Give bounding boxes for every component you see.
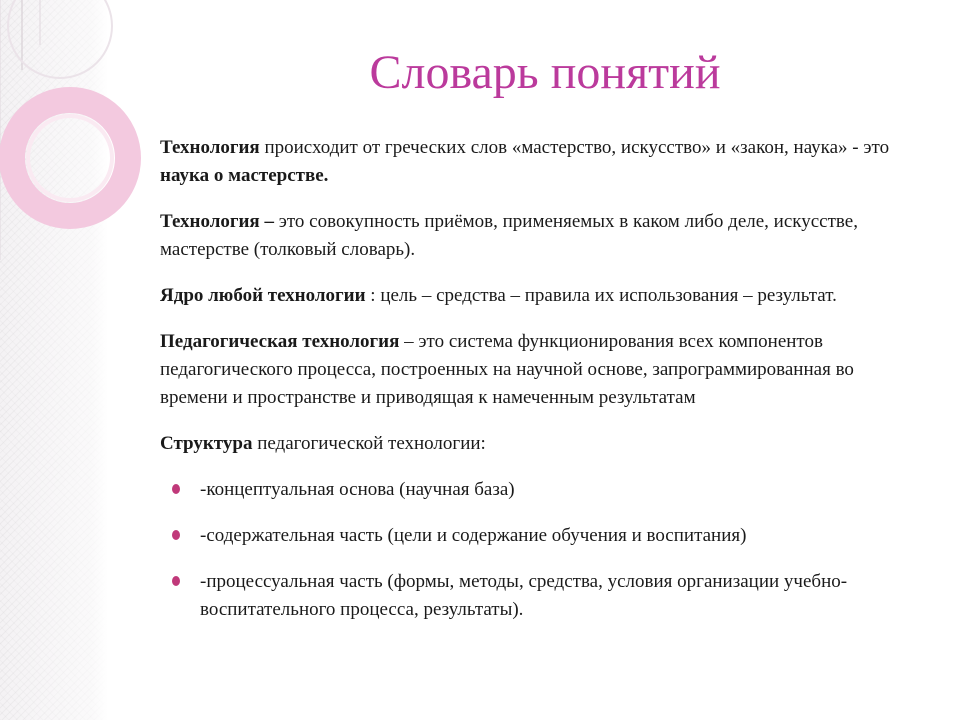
structure-list	[160, 476, 920, 624]
paragraph-text: педагогической технологии:	[252, 433, 486, 454]
term-technology-core: Ядро любой технологии	[160, 285, 366, 306]
term-science-of-mastery: наука о мастерстве.	[160, 165, 329, 186]
list-item	[160, 568, 920, 624]
slide-content	[160, 134, 920, 642]
paragraph-technology-origin	[160, 134, 920, 190]
paragraph-text: : цель – средства – правила их использования – результат.	[365, 285, 837, 306]
paragraph-text: происходит от греческих слов «мастерство, искусство» и «закон, наука» - это	[259, 137, 890, 158]
slide-title: Словарь понятий	[369, 46, 721, 99]
bullet-dot-icon	[172, 576, 180, 586]
list-item	[160, 522, 920, 550]
decorative-ring-inner	[28, 116, 112, 200]
list-item	[160, 476, 920, 504]
paragraph-structure	[160, 430, 920, 458]
term-technology-dash: Технология –	[160, 211, 274, 232]
list-item-text: -процессуальная часть (формы, методы, средства, условия организации учебно-воспитательного процесса, результаты).	[200, 571, 848, 620]
term-pedagogical-technology: Педагогическая технология	[160, 331, 400, 352]
bullet-dot-icon	[172, 530, 180, 540]
bullet-dot-icon	[172, 484, 180, 494]
paragraph-text: – это система функционирования всех компонентов педагогического процесса, построенных на научной основе, запрограммированная во времени и пространстве и приводящая к намеченным результатам	[160, 331, 854, 408]
paragraph-pedagogical-technology	[160, 328, 920, 412]
term-technology: Технология	[160, 137, 260, 158]
list-item-text: -содержательная часть (цели и содержание обучения и воспитания)	[200, 525, 747, 546]
paragraph-technology-definition	[160, 208, 920, 264]
paragraph-technology-core	[160, 282, 920, 310]
decorative-ring-outline	[8, 0, 112, 78]
paragraph-text: это совокупность приёмов, применяемых в каком либо деле, искусстве, мастерстве (толковый словарь).	[160, 211, 858, 260]
list-item-text: -концептуальная основа (научная база)	[200, 479, 515, 500]
term-structure: Структура	[160, 433, 253, 454]
